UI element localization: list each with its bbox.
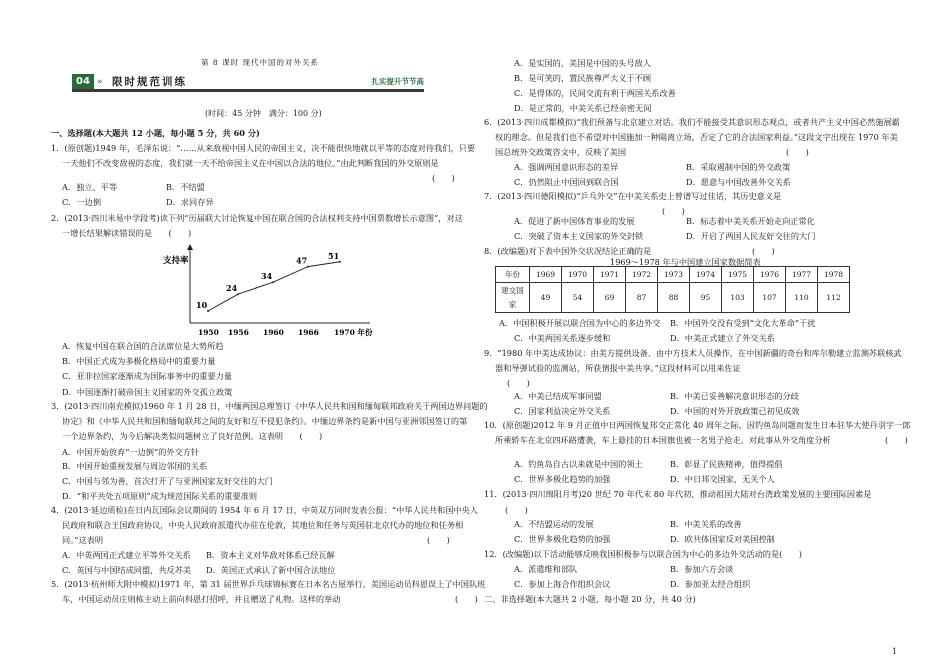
table-header-cell: 1975 — [722, 267, 754, 283]
x-tick-label: 1950 — [198, 328, 219, 337]
table-cell: 建交国家 — [496, 283, 530, 313]
question-line: D．愿意与中国改善外交关系 — [686, 177, 791, 187]
table-cell: 87 — [626, 283, 658, 313]
question-line: 7．(2013·四川德阳模拟)“乒乓外交”在中美关系史上曾谱写过佳话，其历史意义是 — [484, 191, 782, 201]
section-heading: 一、选择题(本大题共 12 小题，每小题 5 分，共 60 分) — [51, 128, 260, 138]
question-line: 11．(2013·四川绵阳月考)20 世纪 70 年代末 80 年代初，推动祖国大陆对台湾政策发展的主要国际因素是 — [484, 489, 872, 499]
answer-blank[interactable]: ( ) — [432, 173, 455, 183]
banner-number: 04 — [72, 74, 94, 90]
x-tick-label: 1960 — [263, 328, 284, 337]
support-chart — [160, 243, 380, 338]
question-line: 1．(原创题)1949 年，毛泽东说：“……从来敌视中国人民的帝国主义，决不能很快地就以平等的态度对待我们，只要 — [51, 143, 476, 153]
question-line: A．中国开始放弃“一边倒”的外交方针 — [62, 447, 200, 457]
data-label: 24 — [226, 283, 238, 294]
question-line: A．促进了新中国体育事业的发展 — [514, 216, 635, 226]
question-line: A．不结盟运动的发展 — [514, 519, 594, 529]
question-line: 一增长结果解读错误的是 ( ) — [62, 228, 192, 238]
table-header-cell: 1971 — [594, 267, 626, 283]
question-line: A．派遣维和部队 — [514, 564, 578, 574]
question-line: B．不结盟 — [166, 182, 205, 192]
question-line: 9．“1980 年中美达成协议：由美方提供设备、由中方技术人员操作，在中国新疆的奇台和库尔勒建立监测苏联核武 — [484, 348, 902, 358]
question-line: A．中美已结成军事同盟 — [514, 391, 602, 401]
question-line: D．中国的对外开放政策已初见成效 — [670, 406, 800, 416]
question-line: D．中国逐渐打破帝国主义国家的外交孤立政策 — [62, 387, 233, 397]
table-cell: 103 — [722, 283, 754, 313]
table-header-cell: 1972 — [626, 267, 658, 283]
question-line: D．参加亚太经合组织 — [670, 579, 751, 589]
question-line: 二、非选择题(本大题共 2 小题，每小题 20 分，共 40 分) — [484, 594, 696, 604]
answer-blank[interactable]: ( ) — [662, 206, 685, 216]
question-line: D．英国正式承认了新中国合法地位 — [206, 565, 336, 575]
question-line: 车，中国运动员庄则栋主动上前向科恩打招呼，并且赠送了礼物。这样的举动 — [62, 594, 341, 604]
data-label: 51 — [328, 250, 340, 261]
question-line: 8．(改编题)对下表中国外交状况结论正确的是 — [484, 246, 652, 256]
table-header-row — [496, 267, 850, 283]
question-line: C．一边倒 — [62, 197, 102, 207]
x-tick-label: 1970 年份 — [334, 328, 373, 337]
question-line: 同。”这表明 — [62, 535, 104, 545]
question-line: C．中国与邻为善，首次打开了与亚洲国家友好交往的大门 — [62, 476, 273, 486]
table-header-cell: 1978 — [818, 267, 850, 283]
x-tick-label: 1966 — [298, 328, 319, 337]
question-line: C．中美两国关系逐步缓和 — [514, 333, 611, 343]
y-axis-label: 支持率 — [163, 256, 189, 266]
table-header-cell: 1977 — [786, 267, 818, 283]
question-line: 3．(2013·四川南充模拟)1960 年 1 月 28 日，中缅两国总理签订《中华人民共和国和缅甸联邦政府关于两国边界问题的 — [51, 401, 488, 411]
table-cell: 95 — [690, 283, 722, 313]
question-line: B．彰显了民族精神，值得提倡 — [670, 459, 783, 469]
banner-title: 限时规范训练 — [112, 76, 187, 88]
question-line: A．是实国的，美国是中国的头号敌人 — [514, 58, 651, 68]
question-line: B．中美已妥善解决意识形态的分歧 — [670, 391, 799, 401]
question-line: 10．(原创题)2012 年 9 月正值中日两国恢复邦交正常化 40 周年之际，因钓鱼岛问题而发生日本驻华大使丹羽宇一郎 — [484, 420, 911, 430]
data-label: 47 — [296, 255, 308, 266]
table-header-cell: 年份 — [496, 267, 530, 283]
question-line: C．世界多极化趋势的加强 — [514, 474, 611, 484]
question-line: D．求同存异 — [166, 197, 214, 207]
question-line: B．中美关系的改善 — [670, 519, 742, 529]
answer-blank[interactable]: ( ) — [505, 505, 528, 515]
answer-blank[interactable]: ( ) — [427, 535, 450, 545]
question-line: C．突破了资本主义国家的外交封锁 — [514, 231, 644, 241]
table-cell: 49 — [530, 283, 562, 313]
question-line: 2．(2013·四川米易中学段考)读下列“历届联大讨论恢复中国在联合国的合法权利支持中国票数增长示意图”，对这 — [51, 213, 463, 223]
answer-blank[interactable]: ( ) — [786, 147, 809, 157]
banner-bar — [72, 89, 424, 92]
question-line: A．独立、平等 — [62, 182, 118, 192]
question-line: B．标志着中美关系开始走向正常化 — [686, 216, 815, 226]
page-title: 第 8 课时 现代中国的对外关系 — [201, 58, 319, 67]
question-line: 1969～1978 年与中国建立国家数据简表 — [610, 257, 761, 267]
banner-subtitle: 扎实提升节节高 — [371, 77, 424, 86]
section-banner — [72, 74, 424, 92]
page-number: 1 — [892, 647, 898, 656]
diplomacy-table — [495, 266, 850, 313]
question-line: C．是得体的，民间交流有利于两国关系改善 — [514, 88, 676, 98]
question-line: B．采取遏制中国的外交政策 — [686, 162, 791, 172]
table-cell: 88 — [658, 283, 690, 313]
question-line: B．资本主义对华敌对体系已经瓦解 — [206, 550, 335, 560]
question-line: 协定》和《中华人民共和国和缅甸联邦之间的友好和互不侵犯条约》。中缅边界条约是新中国与亚洲邻国签订的第 — [62, 416, 468, 426]
question-line: 所乘轿车在北京四环路遭袭，车上悬挂的日本国旗也被一名男子抢走。对此事从外交角度分析 — [495, 435, 831, 445]
question-line: C．世界多极化趋势的加强 — [514, 534, 611, 544]
question-line: D．开启了两国人民友好交往的大门 — [686, 231, 816, 241]
data-point — [307, 266, 309, 268]
question-line: C．亚非拉国家逐渐成为国际事务中的重要力量 — [62, 371, 233, 381]
question-line: 国总统外交政策咨文中，反映了美国 — [495, 147, 627, 157]
question-line: B．中国开始重视发展与周边邻国的关系 — [62, 461, 208, 471]
question-line: 6．(2013·四川成都模拟)“我们预备与北京建立对话。我们不能接受其意识形态观点，或者共产主义中国必然施展霸 — [484, 117, 900, 127]
double-arrow-icon: » — [97, 77, 103, 87]
table-row — [496, 283, 850, 313]
question-line: 5．(2013·杭州师大附中模拟)1971 年，第 31 届世界乒乓球锦标赛在日本名古屋举行。美国运动员科恩误上了中国队班 — [51, 579, 486, 589]
question-line: C．国家利益决定外交关系 — [514, 406, 611, 416]
table-header-cell: 1974 — [690, 267, 722, 283]
table-header-cell: 1970 — [562, 267, 594, 283]
table-cell: 110 — [786, 283, 818, 313]
time-score-info: (时间：45 分钟 满分：100 分) — [205, 109, 322, 118]
table-cell: 107 — [754, 283, 786, 313]
data-point — [237, 293, 239, 295]
question-line: C．参加上海合作组织会议 — [514, 579, 611, 589]
question-line: D．欧共体国家反对美国控制 — [670, 534, 775, 544]
data-label: 10 — [196, 300, 208, 310]
table-cell: 69 — [594, 283, 626, 313]
table-cell: 112 — [818, 283, 850, 313]
question-line: 一个边界条约，为今后解决类似问题树立了良好范例。这表明 ( ) — [62, 431, 323, 441]
question-line: A．强调两国意识形态的差异 — [514, 162, 619, 172]
question-line: B．参加六方会谈 — [670, 564, 734, 574]
question-line: 民政府和联合王国政府协议，中央人民政府派遣代办驻在伦敦，其地位和任务与英国驻北京代办的地位和任务相 — [62, 520, 464, 530]
question-line: A．钓鱼岛自古以来就是中国的领土 — [514, 459, 643, 469]
question-line: C．英国与中国结成同盟，共反苏美 — [62, 565, 192, 575]
answer-blank[interactable]: ( ) — [752, 246, 775, 256]
data-point — [207, 310, 209, 312]
y-axis-arrow — [187, 244, 193, 250]
table-header-cell: 1973 — [658, 267, 690, 283]
x-tick-label: 1956 — [228, 328, 249, 337]
data-point — [339, 261, 341, 263]
table-header-cell: 1969 — [530, 267, 562, 283]
question-line: 权的理念。但是我们也不希望对中国施加一种隔离立场，否定了它的合法国家利益。”这段文字出现在 1970 年美 — [495, 132, 898, 142]
question-line: D．是正常的，中美关系已经亲密无间 — [514, 103, 652, 113]
table-header-cell: 1976 — [754, 267, 786, 283]
question-line: A．中国积极开展以联合国为中心的多边外交 — [499, 318, 661, 328]
question-line: A．恢复中国在联合国的合法席位是大势所趋 — [62, 341, 224, 351]
question-line: D．中日邦交国家，无关个人 — [670, 474, 775, 484]
answer-blank[interactable]: ( ) — [455, 594, 478, 604]
question-line: A．中英两国正式建立平等外交关系 — [62, 550, 191, 560]
question-line: 器和导弹试验的监测站，所获情报中美共享。”这段材料可以用来佐证 — [495, 363, 741, 373]
question-line: D．“和平共处五项原则”成为规范国际关系的重要准则 — [62, 491, 258, 501]
question-line: 4．(2013·延边质检)在日内瓦国际会议期间的 1954 年 6 月 17 日，中英双方同时发表公报：“中华人民共和国中央人 — [51, 505, 478, 515]
question-line: B．中国外交没有受到“文化大革命”干扰 — [670, 318, 816, 328]
question-line: B．是可笑的，置民族尊严大义于不顾 — [514, 73, 652, 83]
question-line: 12．(改编题)以下活动能够反映我国积极参与以联合国为中心的多边外交活动的是( ) — [484, 549, 802, 559]
question-line: D．中美正式建立了外交关系 — [670, 333, 775, 343]
answer-blank[interactable]: ( ) — [507, 378, 530, 388]
table-cell: 54 — [562, 283, 594, 313]
question-line: B．中国正式成为多极化格局中的重要力量 — [62, 356, 216, 366]
question-line: C．仍然阻止中国回到联合国 — [514, 177, 619, 187]
answer-blank[interactable]: ( ) — [885, 435, 908, 445]
data-label: 34 — [261, 271, 273, 282]
question-line: 一天他们不改变敌视的态度，我们就一天不给帝国主义在中国以合法的地位。”由此判断我国的外交原则是 — [62, 158, 439, 168]
data-point — [272, 281, 274, 283]
